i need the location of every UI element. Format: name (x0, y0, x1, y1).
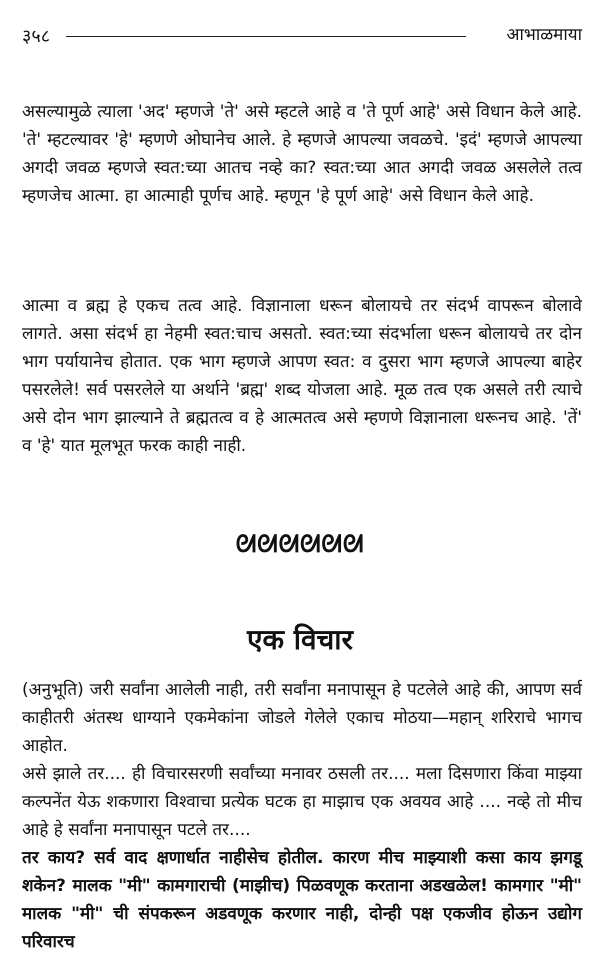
paragraph-2: आत्मा व ब्रह्म हे एकच तत्व आहे. विज्ञानाला धरून बोलायचे तर संदर्भ वापरून बोलावे लागते. असा संदर्भ हा नेहमी स्वत:चाच असतो. स्वत:च्या संदर्भाला धरून बोलायचे तर दोन भाग पर्यायानेच होतात. एक भाग म्हणजे आपण स्वत: व दुसरा भाग म्हणजे आपल्या बाहेर पसरलेले! सर्व पसरलेले या अर्थाने 'ब्रह्म' शब्द योजला आहे. मूळ तत्व एक असले तरी त्याचे असे दोन भाग झाल्याने ते ब्रह्मतत्व व हे आत्मतत्व असे म्हणणे विज्ञानाला धरूनच आहे. 'तें' व 'हे' यात मूलभूत फरक काही नाही. (22, 296, 582, 456)
header-rule (66, 36, 466, 37)
page-number: ३५८ (22, 26, 51, 47)
paragraph-5: तर काय? सर्व वाद क्षणार्धात नाहीसेच होतील. कारण मीच माझ्याशी कसा काय झगडू शकेन? मालक "मी" कामगाराची (माझीच) पिळवणूक करताना अडखळेल! कामगार "मी" मालक "मी" ची संपकरून अडवणूक करणार नाही, दोन्ही पक्ष एकजीव होऊन उद्योग परिवारच (22, 848, 582, 952)
page-header (0, 22, 600, 48)
running-title: आभाळमाया (506, 25, 582, 45)
paragraph-1: असल्यामुळे त्याला 'अद' म्हणजे 'ते' असे म्हटले आहे व 'ते पूर्ण आहे' असे विधान केले आहे. 'ते' म्हटल्यावर 'हे' म्हणणे ओघानेच आले. हे म्हणजे आपल्या जवळचे. 'इदं' म्हणजे आपल्या अगदी जवळ म्हणजे स्वत:च्या आतच नव्हे का? स्वत:च्या आत अगदी जवळ असलेले तत्व म्हणजेच आत्मा. हा आत्माही पूर्णच आहे. म्हणून 'हे पूर्ण आहे' असे विधान केले आहे. (22, 102, 582, 206)
paragraph-3: (अनुभूति) जरी सर्वांना आलेली नाही, तरी सर्वांना मनापासून हे पटलेले आहे की, आपण सर्व काहीतरी अंतस्थ धाग्याने एकमेकांना जोडले गेलेले एकाच मोठया—महान् शरिराचे भागच आहोत. (22, 680, 583, 756)
section-divider-ornament: ᘛᘛᘛᘛᘛᘛ (235, 530, 365, 558)
paragraph-4: असे झाले तर.... ही विचारसरणी सर्वांच्या मनावर ठसली तर.... मला दिसणारा किंवा माझ्या कल्पनेंत येऊ शकणारा विश्वाचा प्रत्येक घटक हा माझाच एक अवयव आहे .... नव्हे तो मीच आहे हे सर्वांना मनापासून पटले तर.... (22, 764, 582, 840)
section-title: एक विचार (246, 623, 354, 656)
